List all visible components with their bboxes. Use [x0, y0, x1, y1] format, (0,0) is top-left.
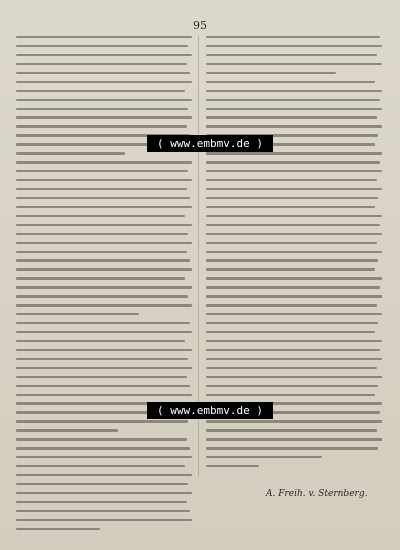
text-line-placeholder: [16, 304, 192, 306]
text-line-placeholder: [16, 465, 185, 467]
text-line-placeholder: [16, 170, 188, 172]
text-line-placeholder: [16, 152, 125, 154]
text-line-placeholder: [206, 72, 336, 74]
text-line-placeholder: [16, 125, 187, 127]
text-line-placeholder: [16, 268, 192, 270]
text-line-placeholder: [16, 295, 188, 297]
text-line-placeholder: [16, 233, 188, 235]
text-line-placeholder: [206, 465, 259, 467]
text-line-placeholder: [206, 116, 377, 118]
text-line-placeholder: [16, 519, 192, 521]
text-line-placeholder: [16, 313, 139, 315]
text-line-placeholder: [16, 438, 187, 440]
text-line-placeholder: [16, 385, 190, 387]
text-line-placeholder: [206, 447, 378, 449]
text-line-placeholder: [206, 45, 382, 47]
text-line-placeholder: [206, 90, 382, 92]
text-line-placeholder: [16, 501, 187, 503]
text-line-placeholder: [206, 215, 382, 217]
text-line-placeholder: [206, 394, 375, 396]
text-line-placeholder: [16, 161, 192, 163]
text-line-placeholder: [16, 429, 118, 431]
text-line-placeholder: [206, 438, 382, 440]
watermark-banner: ( www.embmv.de ): [147, 402, 273, 419]
text-line-placeholder: [16, 456, 192, 458]
text-line-placeholder: [16, 251, 187, 253]
text-line-placeholder: [16, 206, 192, 208]
text-line-placeholder: [16, 54, 192, 56]
text-line-placeholder: [206, 340, 382, 342]
text-line-placeholder: [206, 358, 382, 360]
text-line-placeholder: [16, 179, 192, 181]
text-line-placeholder: [206, 322, 378, 324]
text-line-placeholder: [206, 36, 380, 38]
text-line-placeholder: [16, 116, 192, 118]
text-line-placeholder: [206, 233, 382, 235]
text-line-placeholder: [16, 349, 192, 351]
text-line-placeholder: [206, 277, 382, 279]
text-line-placeholder: [206, 170, 382, 172]
text-line-placeholder: [206, 197, 378, 199]
text-line-placeholder: [206, 376, 382, 378]
text-line-placeholder: [206, 108, 382, 110]
text-line-placeholder: [206, 188, 382, 190]
text-line-placeholder: [206, 152, 382, 154]
text-line-placeholder: [16, 394, 192, 396]
text-line-placeholder: [16, 36, 192, 38]
text-line-placeholder: [206, 331, 375, 333]
page-number: 95: [193, 19, 207, 32]
text-line-placeholder: [16, 90, 185, 92]
text-line-placeholder: [206, 268, 375, 270]
text-line-placeholder: [206, 385, 378, 387]
text-line-placeholder: [206, 295, 382, 297]
text-line-placeholder: [16, 188, 187, 190]
text-line-placeholder: [16, 367, 192, 369]
text-line-placeholder: [206, 313, 382, 315]
text-line-placeholder: [16, 474, 192, 476]
text-line-placeholder: [206, 63, 382, 65]
text-line-placeholder: [206, 161, 380, 163]
text-line-placeholder: [206, 251, 382, 253]
text-line-placeholder: [206, 54, 377, 56]
text-line-placeholder: [16, 72, 190, 74]
text-line-placeholder: [206, 224, 380, 226]
text-line-placeholder: [16, 108, 188, 110]
text-line-placeholder: [206, 286, 380, 288]
text-line-placeholder: [16, 420, 188, 422]
text-line-placeholder: [16, 376, 187, 378]
text-line-placeholder: [16, 197, 190, 199]
text-line-placeholder: [206, 429, 377, 431]
text-line-placeholder: [16, 528, 100, 530]
text-line-placeholder: [16, 63, 187, 65]
text-line-placeholder: [16, 340, 185, 342]
text-line-placeholder: [16, 483, 188, 485]
text-line-placeholder: [206, 99, 380, 101]
text-line-placeholder: [16, 286, 192, 288]
text-line-placeholder: [16, 492, 192, 494]
text-line-placeholder: [16, 358, 188, 360]
text-line-placeholder: [206, 81, 375, 83]
text-line-placeholder: [16, 322, 190, 324]
text-line-placeholder: [16, 242, 192, 244]
text-line-placeholder: [16, 224, 192, 226]
text-line-placeholder: [16, 81, 192, 83]
text-line-placeholder: [206, 456, 322, 458]
text-line-placeholder: [16, 99, 192, 101]
text-line-placeholder: [206, 367, 377, 369]
text-line-placeholder: [16, 447, 190, 449]
text-line-placeholder: [206, 206, 375, 208]
text-line-placeholder: [16, 215, 185, 217]
text-line-placeholder: [206, 125, 382, 127]
author-signature: A. Freih. v. Sternberg.: [266, 489, 368, 499]
watermark-banner: ( www.embmv.de ): [147, 135, 273, 152]
text-line-placeholder: [206, 304, 377, 306]
text-line-placeholder: [206, 179, 377, 181]
text-line-placeholder: [16, 331, 192, 333]
text-line-placeholder: [16, 510, 190, 512]
text-line-placeholder: [206, 349, 380, 351]
text-line-placeholder: [206, 242, 377, 244]
text-column-left: [16, 36, 192, 537]
text-line-placeholder: [206, 259, 378, 261]
text-line-placeholder: [16, 259, 190, 261]
text-line-placeholder: [16, 45, 188, 47]
text-line-placeholder: [16, 277, 185, 279]
text-line-placeholder: [206, 420, 382, 422]
